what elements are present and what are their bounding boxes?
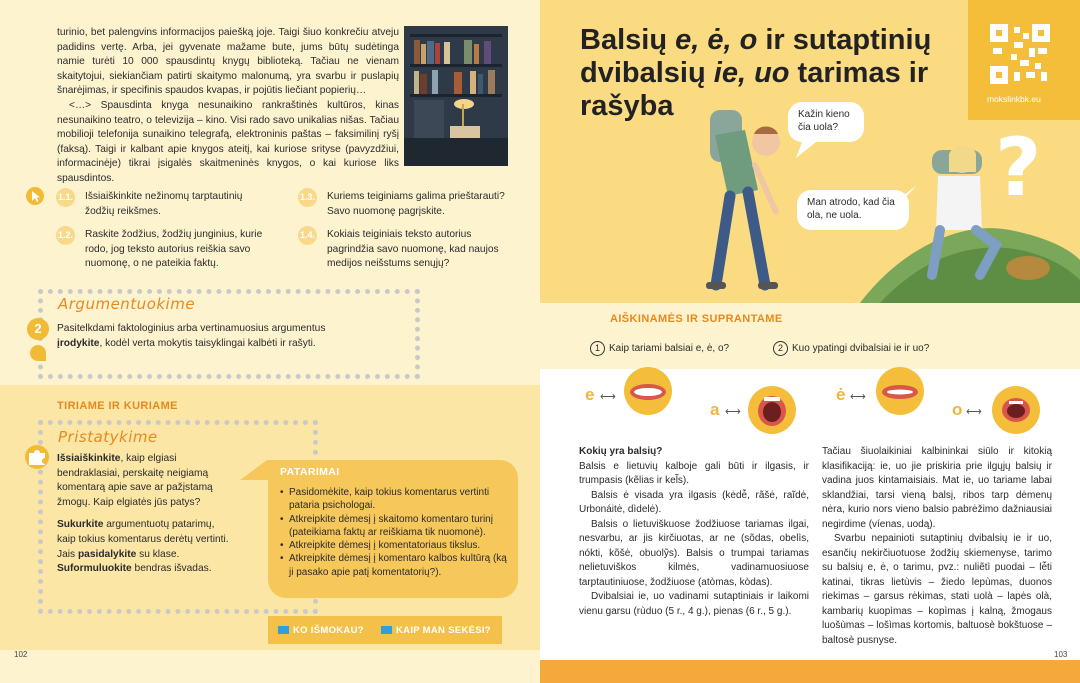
text-column-1: Kokių yra balsių? Balsis e lietuvių kalboje gali būti ir ilgasis, ir trumpasis (kẽlias ir kel̃s). Balsis ė visada yra ilgasis (kėdė̃, rãšė, raĩdė, Urbonáitė, dìdelė). Balsis o lietuviškuose žodžiuose tariamas ilgai, nesvarbu, ar jis kirčiuotas, ar ne (sõdas, obelìs, nókti, kõšė, obuolỹs). Balsis o trumpai tariamas nelietuviškos kilmės, vadinamuosiuose tarptautiniuose, žodžiuose (atòmas, kòdas). Dvibalsiai ie, uo vadinami sutaptiniais ir laikomi vienu garsu (rùduo (5 r., 4 g.), pienas (6 r., 5 g.). — [579, 446, 809, 617]
mouth-e-icon — [624, 367, 672, 415]
bottom-band — [540, 660, 1080, 683]
argumentuokime-title: Argumentuokime — [54, 295, 199, 313]
vowel-e: e — [585, 385, 595, 404]
argumentuokime-text: Pasitelkdami faktologinius arba vertinamuosius argumentus įrodykite, kodėl verta mokytis taisyklingai kalbėti ir rašyti. — [57, 323, 326, 349]
page-number-left: 102 — [14, 650, 28, 659]
task-number: 1.4. — [298, 226, 317, 245]
tip-item: • Pasidomėkite, kaip tokius komentarus vertinti pataria psichologai. — [280, 486, 512, 513]
tip-title: PATARIMAI — [280, 466, 340, 478]
self-assessment-bar — [268, 616, 502, 644]
tip-item: • Atkreipkite dėmesį į skaitomo komentaro turinį (pateikiama faktų ar reiškiama tik nuomonė). — [280, 513, 512, 540]
hikers-illustration — [540, 0, 1080, 303]
question-1: 1 Kaip tariami balsiai e, ė, o? — [590, 341, 729, 356]
intro-paragraph-2: <…> Spausdinta knyga nesunaikino rankraštinės kultūros, kinas nesunaikino teatro, o televizija – kino. Visi rado savo unikalias nišas. Tačiau mobilioji telefonija sunaikino telegrafą, elektroninis paštas – faksimilinį ryšį (faksą). Taigi ir kalbant apie knygos ateitį, kai kuriose srityse (pavyzdžiui, informacinėje) tikrai įsigalės skaitmeninės knygos, o kai kuriose liks spausdintos. — [57, 99, 399, 184]
intro-paragraph-1: turinio, bet palengvins informacijos paiešką joje. Taigi šiuo konkrečiu atveju padidins vertę. Arba, jei gyvenate mažame bute, jums būtų sudėtinga namie turėti 10 000 spausdintų knygų biblioteką. Tačiau ne vienam skaitytojui, siekiančiam patirti skaitymo malonumą, yra svarbu ir puslapių šnarėjimas, ir specifinis spaudos kvapas, ir pojūtis liečiant popierių… — [57, 27, 399, 97]
tip-item: • Atkreipkite dėmesį į komentaro kalbos kultūrą (ką ji pasako apie patį komentatorių?). — [280, 552, 512, 579]
task-2-badge: 2 — [27, 318, 49, 340]
mouth-o-icon — [992, 386, 1040, 434]
kaip-man-sekesi-link[interactable]: KAIP MAN SEKĖSI? — [396, 625, 491, 636]
puzzle-icon — [30, 345, 46, 361]
task-text: Raskite žodžius, žodžių junginius, kurie rodo, jog teksto autorius reiškia savo nuomonę, o ne pateikia faktų. — [85, 229, 263, 270]
question-2: 2 Kuo ypatingi dvibalsiai ie ir uo? — [773, 341, 929, 356]
intro-text — [57, 26, 399, 187]
puzzle-piece-icon — [24, 444, 50, 470]
ko-ismokau-link[interactable]: KO IŠMOKAU? — [293, 625, 364, 636]
blue-square-icon — [381, 626, 392, 634]
cursor-icon — [26, 187, 44, 205]
arrow-icon: ⟷ — [850, 391, 866, 403]
section-heading-tiriame: TIRIAME IR KURIAME — [57, 400, 178, 412]
blue-square-icon — [278, 626, 289, 634]
question-number: 1 — [590, 341, 605, 356]
right-page — [540, 0, 1080, 683]
page-number-right: 103 — [1054, 650, 1068, 659]
task-text: Kuriems teiginiams galima prieštarauti? Savo nuomonę pagrįskite. — [327, 191, 505, 217]
section-heading-aiskiname: AIŠKINAMĖS IR SUPRANTAME — [610, 313, 783, 325]
page-title: Balsių e, ė, o ir sutaptinių dvibalsių ie, uo tarimas ir rašyba — [580, 24, 932, 122]
vowel-o: o — [952, 400, 963, 419]
column-heading: Kokių yra balsių? — [579, 446, 663, 457]
question-number: 2 — [773, 341, 788, 356]
task-text: Išsiaiškinkite nežinomų tarptautinių žodžių reikšmes. — [85, 191, 243, 217]
vowel-a: a — [710, 400, 720, 419]
task-number: 1.3. — [298, 188, 317, 207]
task-number: 1.1. — [56, 188, 75, 207]
arrow-icon: ⟷ — [966, 406, 982, 418]
speech-bubble-2: Man atrodo, kad čia ola, ne uola. — [797, 190, 909, 230]
text-column-2: Tačiau šiuolaikiniai kalbininkai siūlo ir kitokią klasifikaciją: ie, uo jie priskiria prie ilgųjų balsių ir vadina juos kintamaisiais. Mat ie, uo tariame labai sklandžiai, tarsi vieną balsį, ribos tarp dėmenų nėra, kurio nors vieno balsio pabrėžimo dažniausiai negirdime (víenas, uodą). Svarbu nepainioti sutaptinių dvibalsių ie ir uo, esančių nekirčiuotuose žodžių skiemenyse, tarimo su balsių e, ė, o tarimu, pvz.: nuliẽtì puodai – lė̃ti katinai, tikras lietùvis – žiedo lepùmas, duonos riekimas – garsus rėkimas, stati uolà – lapės olà, kambarių kuopìmas – kopìmas į kalną, žmogaus luošùmas – lošìmas kortomis, baltuosè bokštuose – baltosè pusnyse. — [822, 446, 1052, 646]
speech-bubble-1: Kažin kieno čia uola? — [788, 102, 864, 142]
mouth-e-long-icon — [876, 367, 924, 415]
vowel-e-dot: ė — [836, 385, 846, 404]
mouth-a-icon — [748, 386, 796, 434]
arrow-icon: ⟷ — [600, 391, 616, 403]
arrow-icon: ⟷ — [725, 406, 741, 418]
tip-list — [280, 486, 512, 579]
svg-text:?: ? — [995, 121, 1042, 214]
qr-label[interactable]: mokslinkbk.eu — [987, 94, 1041, 104]
pristatykime-title: Pristatykime — [54, 428, 162, 446]
task-text: Kokiais teiginiais teksto autorius pagrindžia savo nuomonę, kad naujos medijos neišstums senųjų? — [327, 229, 499, 270]
bookshelf-photo — [404, 26, 508, 166]
pristatykime-text: Išsiaiškinkite, kaip elgiasi bendraklasiai, perskaitę neigiamą komentarą apie save ar pažįstamą žmogų. Kaip elgiatės jūs patys? Sukurkite argumentuotų patarimų, kaip tokius komentarus derėtų vertinti. Jais pasidalykite su klase. Suformuluokite bendras išvadas. — [57, 453, 229, 575]
task-number: 1.2. — [56, 226, 75, 245]
tip-item: • Atkreipkite dėmesį į komentatoriaus tikslus. — [280, 539, 512, 552]
